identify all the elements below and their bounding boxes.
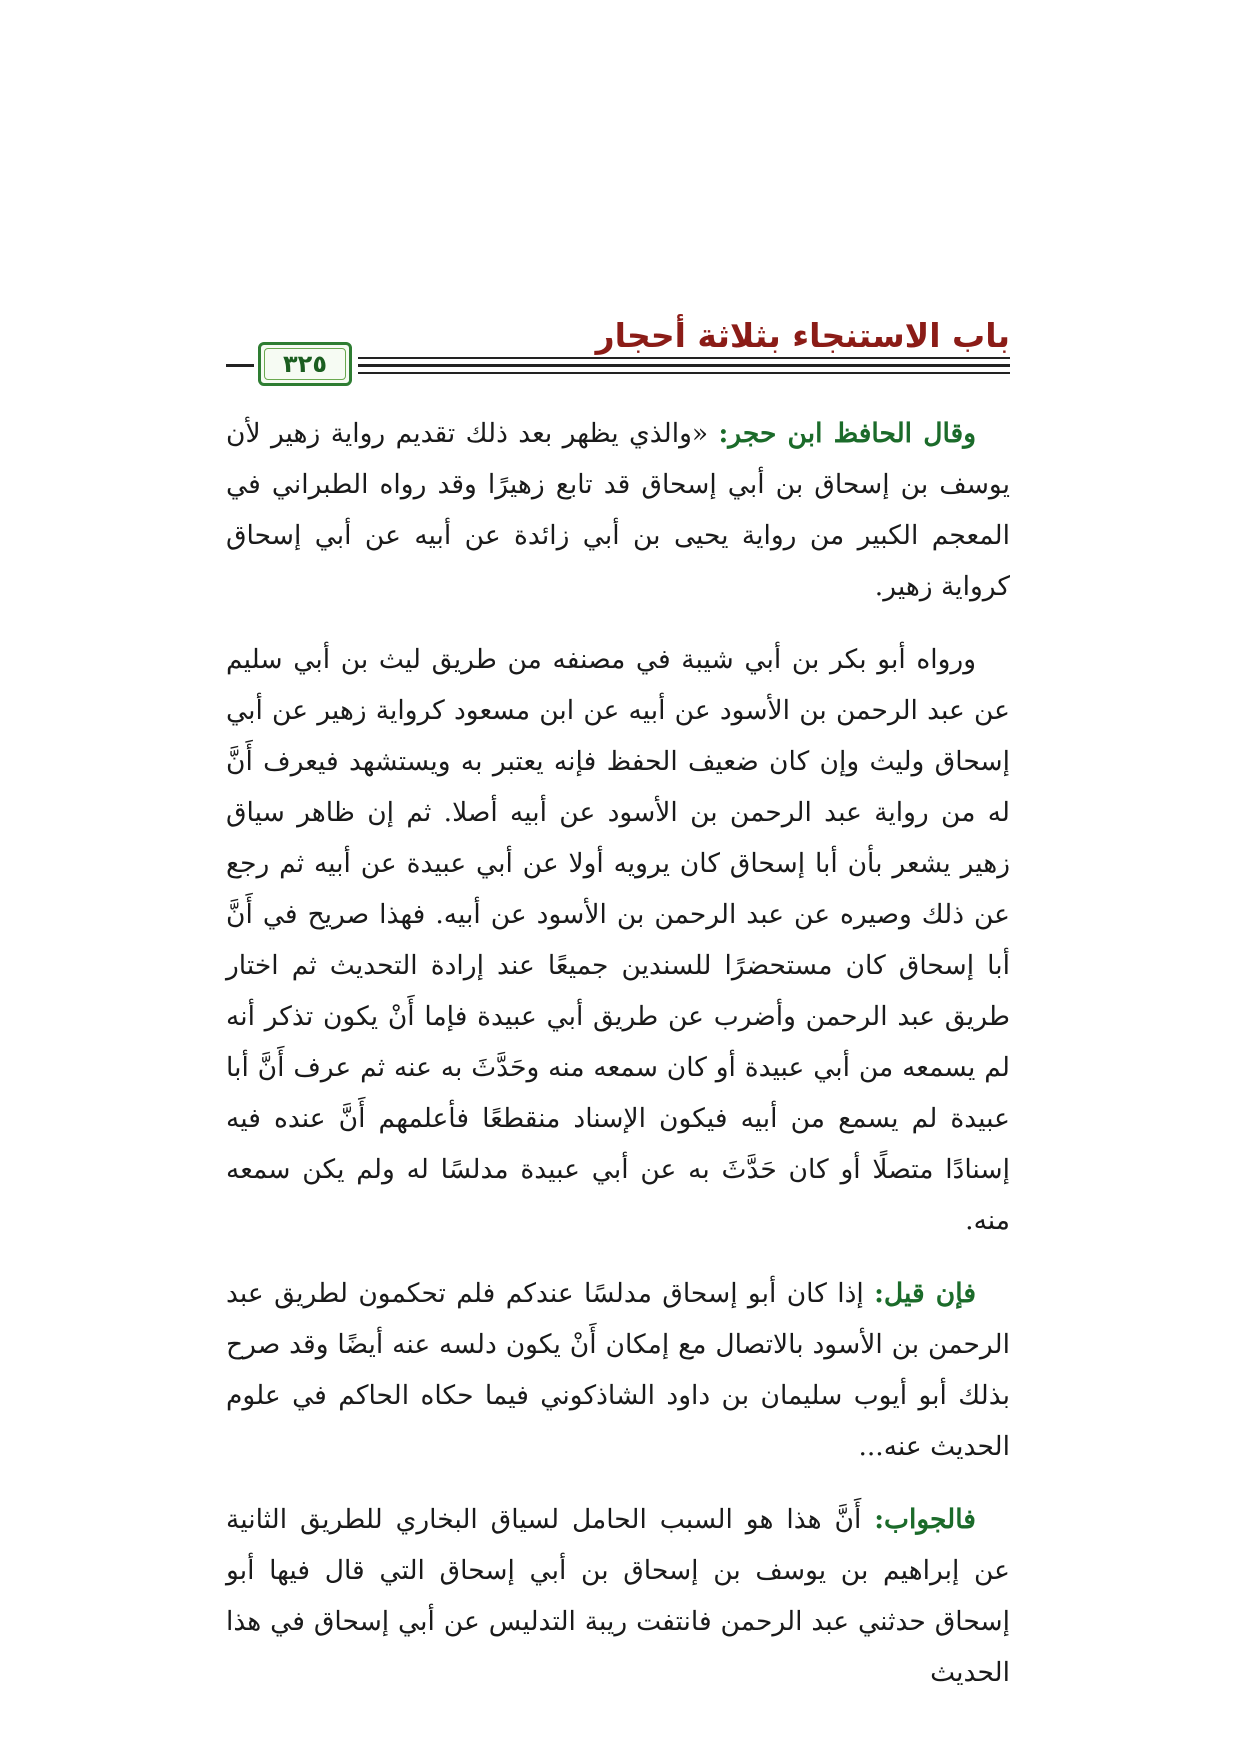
paragraph-lead: فإن قيل:: [874, 1278, 976, 1309]
paragraph: [226, 634, 1010, 1246]
paragraph: [226, 1268, 1010, 1472]
paragraph-text: «والذي يظهر بعد ذلك تقديم رواية زهير لأن يوسف بن إسحاق بن أبي إسحاق قد تابع زهيرًا وقد رواه الطبراني في المعجم الكبير من رواية يحيى بن أبي زائدة عن أبيه عن أبي إسحاق كرواية زهير.: [226, 418, 1010, 602]
paragraph-text: أَنَّ هذا هو السبب الحامل لسياق البخاري للطريق الثانية عن إبراهيم بن يوسف بن إسحاق بن أبي إسحاق التي قال فيها أبو إسحاق حدثني عبد الرحمن فانتفت ريبة التدليس عن أبي إسحاق في هذا الحديث: [226, 1504, 1010, 1688]
body-text: [226, 408, 1010, 1720]
header-rule: [358, 357, 1010, 359]
page-number-badge: [258, 342, 352, 386]
paragraph-lead: وقال الحافظ ابن حجر:: [718, 418, 977, 449]
paragraph: [226, 408, 1010, 612]
paragraph-lead: فالجواب:: [874, 1504, 976, 1535]
header-rule: [226, 364, 254, 367]
paragraph-text: إذا كان أبو إسحاق مدلسًا عندكم فلم تحكمون لطريق عبد الرحمن بن الأسود بالاتصال مع إمكان أَنْ يكون دلسه عنه أيضًا وقد صرح بذلك أبو أيوب سليمان بن داود الشاذكوني فيما حكاه الحاكم في علوم الحديث عنه...: [226, 1278, 1010, 1462]
header-rule: [358, 364, 1010, 367]
paragraph: [226, 1494, 1010, 1698]
chapter-title: باب الاستنجاء بثلاثة أحجار: [595, 316, 1010, 355]
header-rule: [358, 372, 1010, 374]
page-header: [226, 312, 1010, 390]
paragraph-text: ورواه أبو بكر بن أبي شيبة في مصنفه من طريق ليث بن أبي سليم عن عبد الرحمن بن الأسود عن أبيه عن ابن مسعود كرواية زهير عن أبي إسحاق وليث وإن كان ضعيف الحفظ فإنه يعتبر به ويستشهد فيعرف أَنَّ له من رواية عبد الرحمن بن الأسود عن أبيه أصلا. ثم إن ظاهر سياق زهير يشعر بأن أبا إسحاق كان يرويه أولا عن أبي عبيدة عن أبيه ثم رجع عن ذلك وصيره عن عبد الرحمن بن الأسود عن أبيه. فهذا صريح في أَنَّ أبا إسحاق كان مستحضرًا للسندين جميعًا عند إرادة التحديث ثم اختار طريق عبد الرحمن وأضرب عن طريق أبي عبيدة فإما أَنْ يكون تذكر أنه لم يسمعه من أبي عبيدة أو كان سمعه منه وحَدَّثَ به عنه ثم عرف أَنَّ أبا عبيدة لم يسمع من أبيه فيكون الإسناد منقطعًا فأعلمهم أَنَّ عنده فيه إسنادًا متصلًا أو كان حَدَّثَ به عن أبي عبيدة مدلسًا له ولم يكن سمعه منه.: [226, 644, 1010, 1236]
page-number: ٣٢٥: [283, 350, 327, 378]
